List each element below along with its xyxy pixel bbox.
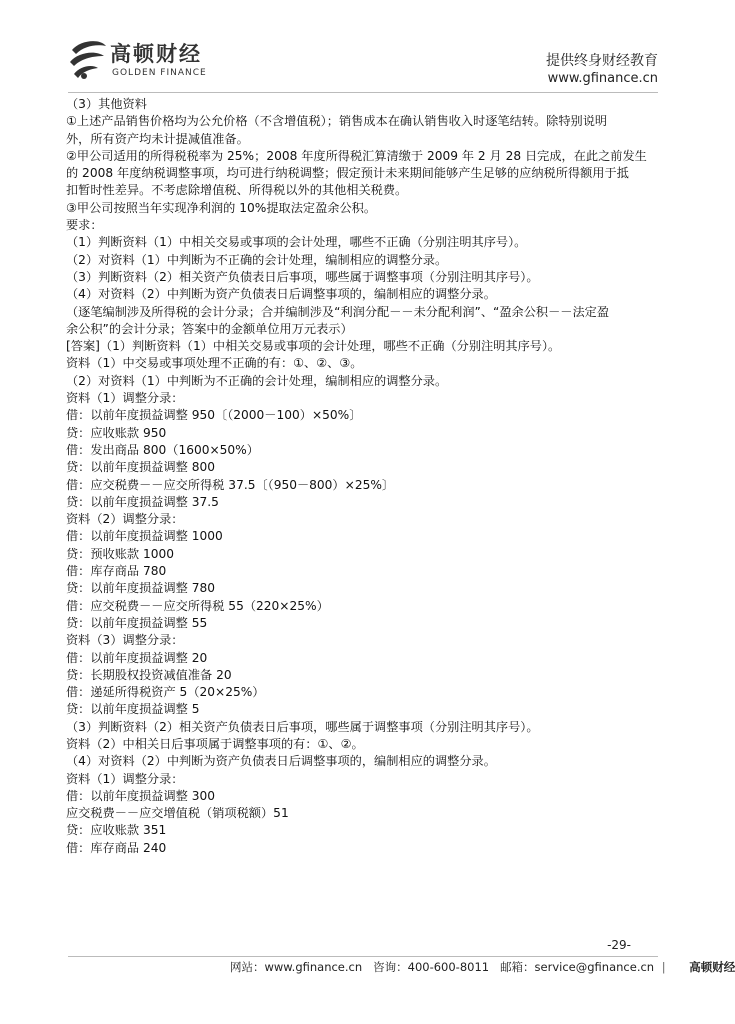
text-line: （1）判断资料（1）中相关交易或事项的会计处理，哪些不正确（分别注明其序号）。 <box>66 235 527 250</box>
page-footer <box>230 959 735 975</box>
text-line: （4）对资料（2）中判断为资产负债表日后调整事项的，编制相应的调整分录。 <box>66 287 496 302</box>
text-line: （3）判断资料（2）相关资产负债表日后事项，哪些属于调整事项（分别注明其序号）。 <box>66 719 539 734</box>
footer-separator: | <box>661 960 666 974</box>
text-line: 贷：以前年度损益调整 55 <box>66 615 208 630</box>
footer-brand: 高顿财经 <box>689 960 735 974</box>
text-line: 资料（3）调整分录： <box>66 633 184 648</box>
text-line: 资料（1）中交易或事项处理不正确的有：①、②、③。 <box>66 356 363 371</box>
text-line: 外，所有资产均未计提减值准备。 <box>66 131 249 146</box>
text-line: 贷：以前年度损益调整 5 <box>66 702 200 717</box>
text-line: 贷：预收账款 1000 <box>66 546 175 561</box>
text-line: 资料（1）调整分录： <box>66 391 184 406</box>
footer-email: 邮箱：service@gfinance.cn <box>500 960 655 974</box>
text-line: 应交税费－－应交增值税（销项税额）51 <box>66 806 289 821</box>
logo-swoosh-icon <box>66 36 110 82</box>
text-line: （2）对资料（1）中判断为不正确的会计处理，编制相应的调整分录。 <box>66 373 448 388</box>
text-line: ①上述产品销售价格均为公允价格（不含增值税）；销售成本在确认销售收入时逐笔结转。除特别说明 <box>66 114 608 129</box>
text-line: 贷：长期股权投资减值准备 20 <box>66 667 232 682</box>
text-line: 借：库存商品 240 <box>66 840 167 855</box>
text-line: 贷：以前年度损益调整 800 <box>66 460 216 475</box>
footer-phone: 咨询：400-600-8011 <box>373 960 490 974</box>
page-number: -29- <box>607 938 631 952</box>
text-line: 贷：以前年度损益调整 780 <box>66 581 216 596</box>
header-url: www.gfinance.cn <box>547 71 658 86</box>
text-line: 借：应交税费－－应交所得税 37.5〔（950－800）×25%〕 <box>66 477 395 492</box>
header-slogan: 提供终身财经教育 <box>546 53 658 69</box>
text-line: 借：库存商品 780 <box>66 564 167 579</box>
logo-chinese-name: 高顿财经 <box>110 42 202 66</box>
text-line: 资料（2）中相关日后事项属于调整事项的有：①、②。 <box>66 736 364 751</box>
text-line: 贷：以前年度损益调整 37.5 <box>66 494 219 509</box>
text-line: ③甲公司按照当年实现净利润的 10%提取法定盈余公积。 <box>66 200 377 215</box>
text-line: 贷：应收账款 351 <box>66 823 167 838</box>
text-line: 的 2008 年度纳税调整事项，均可进行纳税调整；假定预计未来期间能够产生足够的应纳税所得额用于抵 <box>66 166 629 181</box>
footer-website: 网站：www.gfinance.cn <box>230 960 363 974</box>
text-line: （逐笔编制涉及所得税的会计分录；合并编制涉及“利润分配－－未分配利润”、“盈余公积－－法定盈 <box>66 304 610 319</box>
text-line: 借：以前年度损益调整 950〔（2000－100）×50%〕 <box>66 408 362 423</box>
text-line: （2）对资料（1）中判断为不正确的会计处理，编制相应的调整分录。 <box>66 252 448 267</box>
footer-divider <box>68 956 658 957</box>
text-line: （3）其他资料 <box>66 97 147 111</box>
company-logo <box>66 36 226 88</box>
document-body <box>66 96 662 857</box>
text-line: 贷：应收账款 950 <box>66 425 167 440</box>
text-line: 借：以前年度损益调整 1000 <box>66 529 223 544</box>
logo-english-name: GOLDEN FINANCE <box>112 68 207 78</box>
text-line: （4）对资料（2）中判断为资产负债表日后调整事项的，编制相应的调整分录。 <box>66 754 496 769</box>
text-line: 资料（1）调整分录： <box>66 771 184 786</box>
text-line: 借：应交税费－－应交所得税 55（220×25%） <box>66 598 329 613</box>
header-divider <box>68 92 658 93</box>
text-line: 借：以前年度损益调整 300 <box>66 788 216 803</box>
text-line: 借：发出商品 800（1600×50%） <box>66 442 259 457</box>
text-line: 借：递延所得税资产 5（20×25%） <box>66 685 265 700</box>
text-line: 余公积”的会计分录；答案中的金额单位用万元表示） <box>66 321 353 336</box>
page-header <box>0 0 724 100</box>
text-line: 资料（2）调整分录： <box>66 512 184 527</box>
text-line: 借：以前年度损益调整 20 <box>66 650 208 665</box>
text-line: （3）判断资料（2）相关资产负债表日后事项，哪些属于调整事项（分别注明其序号）。 <box>66 269 539 284</box>
text-line: 扣暂时性差异。不考虑除增值税、所得税以外的其他相关税费。 <box>66 183 408 198</box>
text-line: ②甲公司适用的所得税税率为 25%；2008 年度所得税汇算清缴于 2009 年 2 月 28 日完成，在此之前发生 <box>66 148 647 163</box>
text-line: 要求： <box>66 218 103 233</box>
text-line: [答案]（1）判断资料（1）中相关交易或事项的会计处理，哪些不正确（分别注明其序号）。 <box>66 339 561 354</box>
